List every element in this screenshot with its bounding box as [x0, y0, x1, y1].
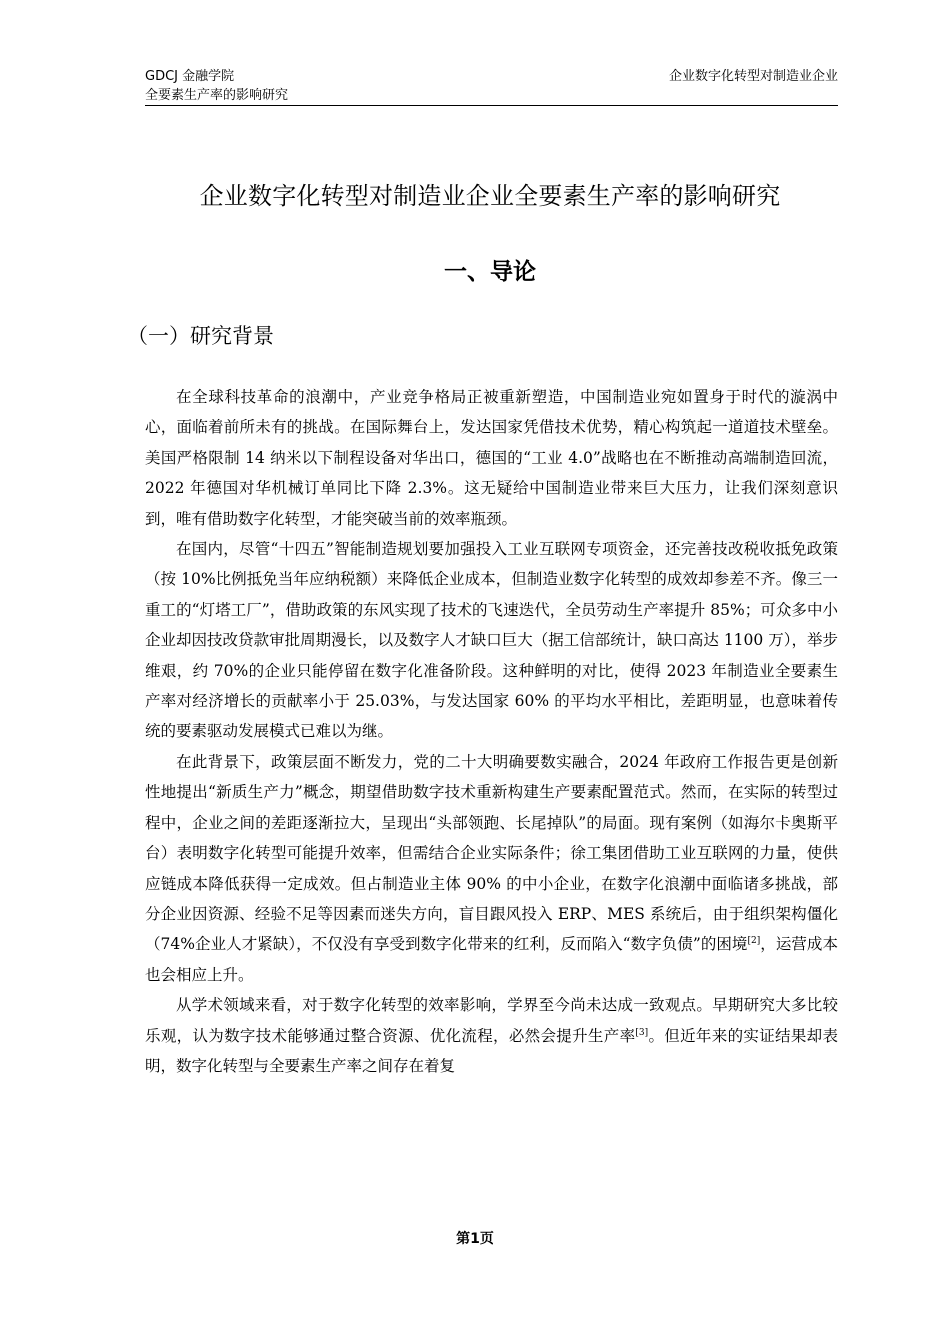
paragraph: 在全球科技革命的浪潮中，产业竞争格局正被重新塑造，中国制造业宛如置身于时代的漩涡中心，面临着前所未有的挑战。在国际舞台上，发达国家凭借技术优势，精心构筑起一道道技术壁垒。美国严格限制 14 纳米以下制程设备对华出口，德国的“工业 4.0”战略也在不断推动高端制造回流，2022 年德国对华机械订单同比下降 2.3%。这无疑给中国制造业带来巨大压力，让我们深刻意识到，唯有借助数字化转型，才能突破当前的效率瓶颈。 [145, 388, 838, 528]
body-text [145, 382, 838, 1081]
section-heading: 一、导论 [444, 259, 536, 285]
header-school: GDCJ 金融学院 [145, 69, 235, 84]
subsection-heading: （一）研究背景 [127, 324, 274, 348]
paragraph [145, 747, 838, 990]
document-title: 企业数字化转型对制造业企业全要素生产率的影响研究 [199, 182, 781, 210]
header-left [145, 67, 288, 105]
paragraph-text: 从学术领域来看，对于数字化转型的效率影响，学界至今尚未达成一致观点。早期研究大多比较乐观，认为数字技术能够通过整合资源、优化流程，必然会提升生产率 [145, 996, 838, 1045]
paragraph-text: 在此背景下，政策层面不断发力，党的二十大明确要数实融合，2024 年政府工作报告更是创新性地提出“新质生产力”概念，期望借助数字技术重新构建生产要素配置范式。然而，在实际的转型过程中，企业之间的差距逐渐拉大，呈现出“头部领跑、长尾掉队”的局面。现有案例（如海尔卡奥斯平台）表明数字化转型可能提升效率，但需结合企业实际条件；徐工集团借助工业互联网的力量，使供应链成本降低获得一定成效。但占制造业主体 90% 的中小企业，在数字化浪潮中面临诸多挑战，部分企业因资源、经验不足等因素而迷失方向，盲目跟风投入 ERP、MES 系统后，由于组织架构僵化（74%企业人才紧缺），不仅没有享受到数字化带来的红利，反而陷入“数字负债”的困境 [145, 752, 838, 954]
paragraph-text: 。但近年来的实证结果却表明，数字化转型与全要素生产率之间存在着复 [145, 1026, 838, 1075]
citation-marker: [2] [747, 936, 761, 947]
paragraph-text: ，运营成本也会相应上升。 [145, 935, 838, 984]
paragraph [145, 990, 838, 1081]
header-title: 企业数字化转型对制造业企业 [668, 69, 838, 84]
citation-marker: [3] [635, 1027, 649, 1038]
page-header [145, 67, 838, 106]
page-number: 第1页 [456, 1231, 494, 1247]
paragraph: 在国内，尽管“十四五”智能制造规划要加强投入工业互联网专项资金，还完善技改税收抵免政策（按 10%比例抵免当年应纳税额）来降低企业成本，但制造业数字化转型的成效却参差不齐。像三一重工的“灯塔工厂”，借助政策的东风实现了技术的飞速迭代，全员劳动生产率提升 85%；可众多中小企业却因技改贷款审批周期漫长，以及数字人才缺口巨大（据工信部统计，缺口高达 1100 万），举步维艰，约 70%的企业只能停留在数字化准备阶段。这种鲜明的对比，使得 2023 年制造业全要素生产率对经济增长的贡献率小于 25.03%，与发达国家 60% 的平均水平相比，差距明显，也意味着传统的要素驱动发展模式已难以为继。 [145, 540, 838, 741]
header-subtitle: 全要素生产率的影响研究 [145, 88, 289, 103]
